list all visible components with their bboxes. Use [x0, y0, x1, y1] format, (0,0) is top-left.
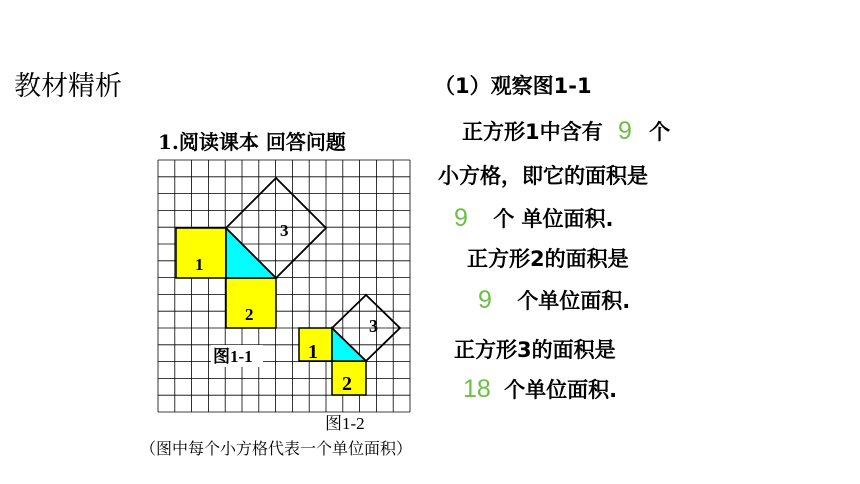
q1-line1: [462, 116, 670, 146]
q2-line2: [478, 285, 630, 315]
question-heading: （1）观察图1-1: [434, 74, 592, 98]
q1-text-1: 正方形1中含有: [462, 120, 603, 144]
q3-line1: 正方形3的面积是: [454, 338, 616, 362]
q3-line2: [463, 374, 617, 404]
fig1-label-1: 1: [195, 255, 204, 274]
q2-text-2: 个单位面积.: [517, 289, 631, 313]
q2-line1: 正方形2的面积是: [467, 247, 629, 271]
grid-lines: [158, 160, 410, 412]
fig2-label-3: 3: [369, 316, 378, 336]
subtitle: 1.阅读课本 回答问题: [158, 130, 346, 154]
q1-line3: [454, 203, 614, 233]
fig2-label-1: 1: [308, 341, 318, 363]
fig2-label-2: 2: [342, 373, 352, 395]
note-text: （图中每个小方格代表一个单位面积）: [140, 439, 413, 458]
q3-answer: 18: [463, 375, 491, 403]
q1-answer2: 9: [454, 204, 468, 232]
q1-text-2: 个: [649, 120, 671, 144]
fig1-label-3: 3: [280, 221, 289, 240]
figure-1-1-label: 图1-1: [213, 347, 253, 366]
q1-text-4: 个 单位面积.: [493, 207, 614, 231]
figure-1-2-label: 图1-2: [325, 414, 365, 433]
q3-text-2: 个单位面积.: [504, 378, 618, 402]
fig1-label-2: 2: [245, 305, 254, 324]
q2-answer: 9: [478, 286, 492, 314]
q1-line2: 小方格，即它的面积是: [438, 164, 648, 188]
q1-answer: 9: [617, 117, 632, 145]
section-title: 教材精析: [14, 71, 122, 102]
